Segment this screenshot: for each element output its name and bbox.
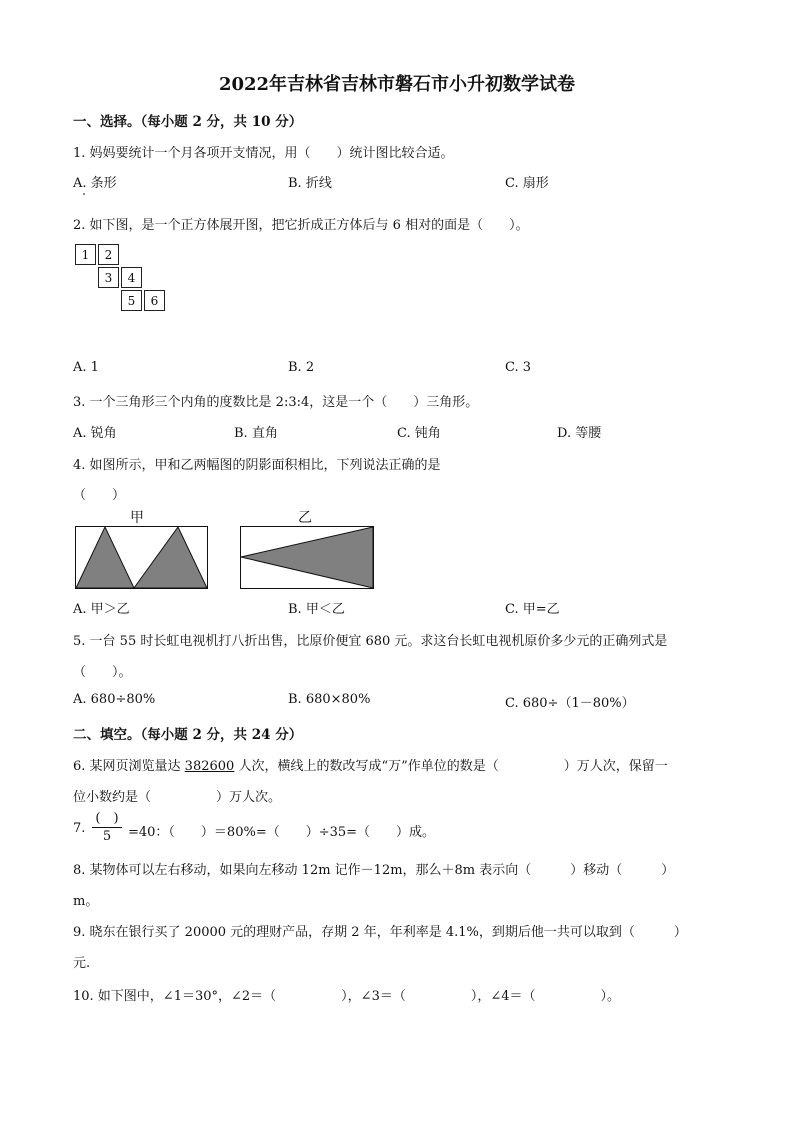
question-4-answer-paren: （ ） [73, 488, 126, 503]
question-7: =40：（ ）＝80%=（ ）÷35=（ ）成。 [128, 825, 436, 840]
question-2: 2. 如下图，是一个正方体展开图，把它折成正方体后与 6 相对的面是（ ）。 [73, 218, 529, 233]
q3-option-c: C. 钝角 [397, 426, 441, 441]
q3-option-b: B. 直角 [234, 426, 278, 441]
net-cell-5: 5 [121, 290, 142, 311]
q6-underlined-number: 382600 [184, 759, 235, 774]
net-cell-6: 6 [144, 290, 165, 311]
q6-text-after: 人次，横线上的数改写成“万”作单位的数是（ ）万人次，保留一 [234, 759, 668, 774]
question-9-line-2: 元. [73, 956, 91, 971]
q5-option-b: B. 680×80% [288, 692, 371, 707]
net-cell-1: 1 [75, 244, 96, 265]
q4-option-a: A. 甲＞乙 [73, 602, 130, 617]
q2-option-b: B. 2 [288, 360, 315, 375]
question-10: 10. 如下图中，∠1＝30°，∠2＝（ ），∠3＝（ ），∠4＝（ ）。 [73, 989, 621, 1004]
q3-option-a: A. 锐角 [73, 426, 117, 441]
q7-fraction-denominator: 5 [102, 829, 112, 844]
q2-option-a: A. 1 [73, 360, 99, 375]
net-cell-4: 4 [121, 267, 142, 288]
q2-option-c: C. 3 [505, 360, 532, 375]
q1-option-a: A. 条形 [73, 176, 117, 191]
question-1: 1. 妈妈要统计一个月各项开支情况，用（ ）统计图比较合适。 [73, 146, 454, 161]
figure-b-diagram [240, 526, 375, 590]
q5-option-c: C. 680÷（1－80%） [505, 696, 635, 711]
q6-text-before: 6. 某网页浏览量达 [73, 759, 185, 774]
figure-a-label: 甲 [130, 510, 144, 526]
section-1-heading: 一、选择。（每小题 2 分，共 10 分） [73, 114, 303, 130]
question-9: 9. 晓东在银行买了 20000 元的理财产品，存期 2 年，年利率是 4.1%，到期后他一共可以取到（ ） [73, 925, 687, 940]
q1-option-c: C. 扇形 [505, 176, 549, 191]
q7-fraction-numerator: ( ) [92, 807, 122, 828]
q5-option-a: A. 680÷80% [73, 692, 156, 707]
figure-a-diagram [75, 526, 209, 590]
net-cell-2: 2 [98, 244, 119, 265]
stray-dot [83, 193, 85, 195]
page-title: 2022年吉林省吉林市磐石市小升初数学试卷 [218, 74, 576, 95]
question-3: 3. 一个三角形三个内角的度数比是 2:3:4，这是一个（ ）三角形。 [73, 395, 479, 410]
question-5-answer-paren: （ ）。 [73, 665, 132, 680]
net-cell-3: 3 [98, 267, 119, 288]
q1-option-b: B. 折线 [288, 176, 332, 191]
question-5: 5. 一台 55 时长虹电视机打八折出售，比原价便宜 680 元。求这台长虹电视机原价多少元的正确列式是 [73, 634, 668, 649]
q4-option-b: B. 甲＜乙 [288, 602, 345, 617]
q7-fraction [92, 807, 122, 844]
question-7-number: 7. [73, 821, 86, 836]
question-4: 4. 如图所示，甲和乙两幅图的阴影面积相比，下列说法正确的是 [73, 458, 441, 473]
section-2-heading: 二、填空。（每小题 2 分，共 24 分） [73, 727, 303, 743]
question-6 [73, 755, 668, 774]
question-8: 8. 某物体可以左右移动，如果向左移动 12m 记作－12m，那么＋8m 表示向（ ）移动（ ） [73, 863, 675, 878]
figure-b-label: 乙 [298, 510, 312, 526]
question-6-line-2: 位小数约是（ ）万人次。 [73, 790, 282, 805]
q4-option-c: C. 甲=乙 [505, 602, 560, 617]
q3-option-d: D. 等腰 [557, 426, 602, 441]
question-8-line-2: m。 [73, 894, 99, 909]
